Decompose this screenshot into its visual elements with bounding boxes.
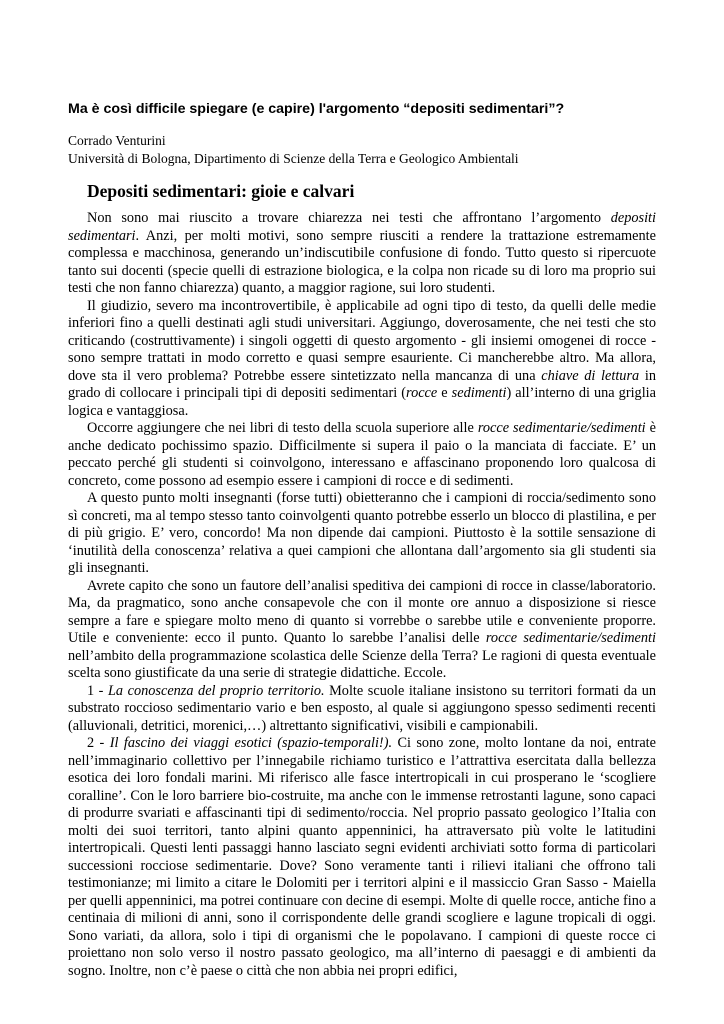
text-run: . Anzi, per molti motivi, sono sempre riusciti a rendere la trattazione estremamente complessa e macchinosa, generando un’indiscutibile confusione di fondo. Tutto questo si ripercuote tanto sui docenti (specie quelli di estrazione biologica, e la colpa non ricade su di loro ma proprio sui testi che non fanno chiarezza) quanto, a maggior ragione, sui loro studenti. — [68, 227, 656, 296]
text-run: Molte scuole italiane insistono su territori formati da un substrato roccioso sedimentario vario e ben esposto, al quale si aggiungono spesso sedimenti recenti (alluvionali, detritici, morenici,…) altrettanto significativi, visibili e campionabili. — [68, 682, 657, 734]
document-title: Ma è così difficile spiegare (e capire) l'argomento “depositi sedimentari”? — [68, 101, 565, 117]
author-name: Corrado Venturini — [68, 133, 166, 148]
italic-text-run: rocce sedimentarie/sedimenti — [477, 420, 646, 436]
body-paragraph — [68, 578, 656, 683]
body-paragraph — [68, 210, 656, 298]
section-heading: Depositi sedimentari: gioie e calvari — [87, 181, 355, 201]
italic-text-run: La conoscenza del proprio territorio. — [107, 682, 325, 699]
body-paragraph — [68, 298, 656, 421]
italic-text-run: rocce — [406, 385, 438, 401]
italic-text-run: sedimenti — [451, 385, 507, 401]
text-run: e — [437, 385, 452, 401]
body-paragraph — [68, 490, 656, 578]
italic-text-run: Il fascino dei viaggi esotici (spazio-temporali!). — [109, 735, 393, 751]
body-paragraph — [68, 420, 656, 490]
text-run: Avrete capito che sono un fautore dell’analisi speditiva dei campioni di rocce in classe/laboratorio. Ma, da pragmatico, sono anche consapevole che con il monte ore annuo a disposizione si riesce sempre a fare e spiegare molto meno di quanto si vorrebbe o sarebbe utile e conveniente proporre. Utile e conveniente: ecco il punto. Quanto lo sarebbe l’analisi delle — [68, 577, 656, 646]
text-run: ) all’interno di una griglia logica e vantaggiosa. — [68, 385, 656, 419]
body-text — [68, 210, 656, 980]
text-run: in grado di collocare i principali tipi di depositi sedimentari ( — [68, 367, 656, 401]
italic-text-run: chiave di lettura — [541, 367, 640, 384]
text-run: 1 - — [87, 682, 108, 699]
text-run: è anche dedicato pochissimo spazio. Difficilmente si supera il paio o la manciata di facciate. E’ un peccato perché gli studenti si coinvolgono, interessano e affascinano proponendo loro qualcosa di concreto, come possono ad esempio essere i campioni di rocce e di sedimenti. — [68, 420, 656, 489]
italic-text-run: depositi sedimentari — [68, 210, 656, 244]
text-run: 2 - — [87, 735, 110, 751]
text-run: A questo punto molti insegnanti (forse tutti) obietteranno che i campioni di roccia/sedimento sono sì concreti, ma al tempo stesso tanto coinvolgenti quanto potrebbe esserlo un blocco di plastilina, e per di più grigio. E’ vero, concordo! Ma non dipende dai campioni. Piuttosto è la sottile sensazione di ‘inutilità della conoscenza’ relativa a quei campioni che allontana dall’argomento sia gli studenti sia gli insegnanti. — [68, 490, 656, 576]
author-affiliation: Università di Bologna, Dipartimento di Scienze della Terra e Geologico Ambientali — [68, 151, 519, 166]
body-paragraph — [68, 683, 656, 736]
italic-text-run: rocce sedimentarie/sedimenti — [485, 630, 656, 646]
text-run: Ci sono zone, molto lontane da noi, entrate nell’immaginario collettivo per l’innegabile richiamo turistico e l’attrattiva esercitata dalla bellezza esotica dei loro fondali marini. Mi riferisco alle fasce intertropicali in cui prosperano le ‘scogliere coralline’. Con le loro barriere bio-costruite, ma anche con le immense retrostanti lagune, sono capaci di produrre svariati e affascinanti tipi di sedimento/roccia. Nel proprio passato geologico l’Italia con molti dei suoi territori, tanto alpini quanto appenninici, ha attraversato più volte le latitudini intertropicali. Questi lenti passaggi hanno lasciato segni evidenti archiviati sotto forma di particolari successioni rocciose sedimentarie. Dove? Sono veramente tanti i rilievi italiani che offrono tali testimonianze; mi limito a citare le Dolomiti per i territori alpini e il massiccio Gran Sasso - Maiella per quelli appenninici, ma potrei continuare con decine di esempi. Molte di quelle rocce, antiche fino a centinaia di milioni di anni, sono il corrispondente delle grandi scogliere e lagune tropicali di oggi. Sono variati, da allora, solo i tipi di organismi che le popolavano. I campioni di queste rocce ci proiettano non solo verso il nostro passato geologico, ma all’interno di paesaggi e di ambienti da sogno. Inoltre, non c’è paese o città che non abbia nei propri edifici, — [68, 735, 656, 979]
text-run: nell’ambito della programmazione scolastica delle Scienze della Terra? Le ragioni di questa eventuale scelta sono giustificate da una serie di strategie didattiche. Eccole. — [68, 647, 656, 681]
text-run: Occorre aggiungere che nei libri di testo della scuola superiore alle — [87, 420, 478, 436]
text-run: Non sono mai riuscito a trovare chiarezza nei testi che affrontano l’argomento — [87, 210, 611, 226]
author-block — [68, 132, 668, 168]
body-paragraph — [68, 735, 656, 980]
text-run: Il giudizio, severo ma incontrovertibile, è applicabile ad ogni tipo di testo, da quelli delle medie inferiori fino a quelli destinati agli studi universitari. Aggiungo, doverosamente, che nei testi che sto criticando (costruttivamente) i singoli oggetti di questo argomento - gli insiemi omogenei di rocce - sono sempre trattati in modo corretto e quasi sempre esauriente. Ci mancherebbe altro. Ma allora, dove sta il vero problema? Potrebbe essere sintetizzato nella mancanza di una — [68, 297, 656, 384]
